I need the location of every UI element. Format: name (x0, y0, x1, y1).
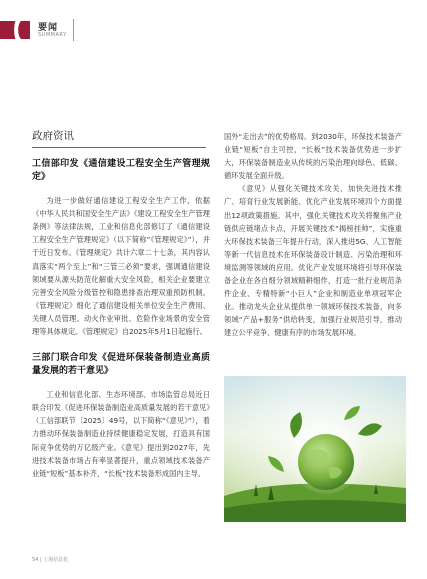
article2-body-right-2: 《意见》从强化关键技术攻关、加快先进技术推广、培育行业发展新能、优化产业发展环境四个方面提出12项政策措施。其中，强化关键技术攻关将聚焦产业链供应链堵点卡点，开展关键技术“揭榜挂帅”，实施重大环保技术装备三年提升行动，深入推进5G、人工智能等新一代信息技术在环保装备设计制造、污染治理和环境监测等领域的应用。优化产业发展环境将引导环保装备企业在各自细分领域精耕细作，打造一批行业规范条件企业、专精特新“小巨人”企业和制造业单项冠军企业。推动龙头企业从提供单一领域环保技术装备，向多领域“产品+服务”供给转变，加强行业规范引导，推动建立公平竞争、健康有序的市场发展环境。 (224, 184, 402, 338)
article2-body-right-1: 国外“走出去”的优势格局。到2030年，环保技术装备产业链“短板”自主可控，“长板”技术装备优势进一步扩大，环保装备制造业从传统的污染治理向绿色、低碳、循环发展全面升级。 (224, 132, 402, 181)
column-heading: 政府资讯 (32, 130, 206, 148)
article2-title: 三部门联合印发《促进环保装备制造业高质量发展的若干意见》 (32, 353, 210, 377)
article1-title: 工信部印发《通信建设工程安全生产管理规定》 (32, 159, 210, 183)
section-subtitle: SUMMARY (38, 32, 67, 38)
page-footer: 54 | 上海信息化 (32, 557, 69, 563)
right-column (224, 130, 402, 340)
green-earth-illustration (224, 376, 406, 522)
left-column (32, 130, 210, 480)
section-title: 要闻 (38, 23, 59, 33)
section-logo (0, 18, 32, 42)
article1-body: 为进一步做好通信建设工程安全生产工作，依据《中华人民共和国安全生产法》《建设工程安全生产管理条例》等法律法规，工业和信息化部修订了《通信建设工程安全生产管理规定》（以下简称“《管理规定》”），并于近日发布。《管理规定》共计六章二十七条，其内容认真落实“两个至上”和“三管三必须”要求，强调通信建设领域要从源头防范化解重大安全风险，相关企业要建立完善安全风险分级管控和隐患排查治理双重预防机制。《管理规定》细化了通信建设相关单位安全生产费用、关键人员管理、动火作业审批、危险作业场景的安全管理等具体规定。《管理规定》自2025年5月1日起施行。 (32, 196, 210, 337)
header-divider (73, 19, 74, 41)
article2-body-left: 工业和信息化部、生态环境部、市场监管总局近日联合印发《促进环保装备制造业高质量发展的若干意见》（工信部联节〔2025〕49号，以下简称“《意见》”），着力推动环保装备制造业持续健康稳定发展，打造具有国际竞争优势的万亿级产业。《意见》提出到2027年，先进技术装备市场占有率显著提升，重点领域技术装备产业链“短板”基本补齐，“长板”技术装备形成国内主导、 (32, 390, 210, 478)
